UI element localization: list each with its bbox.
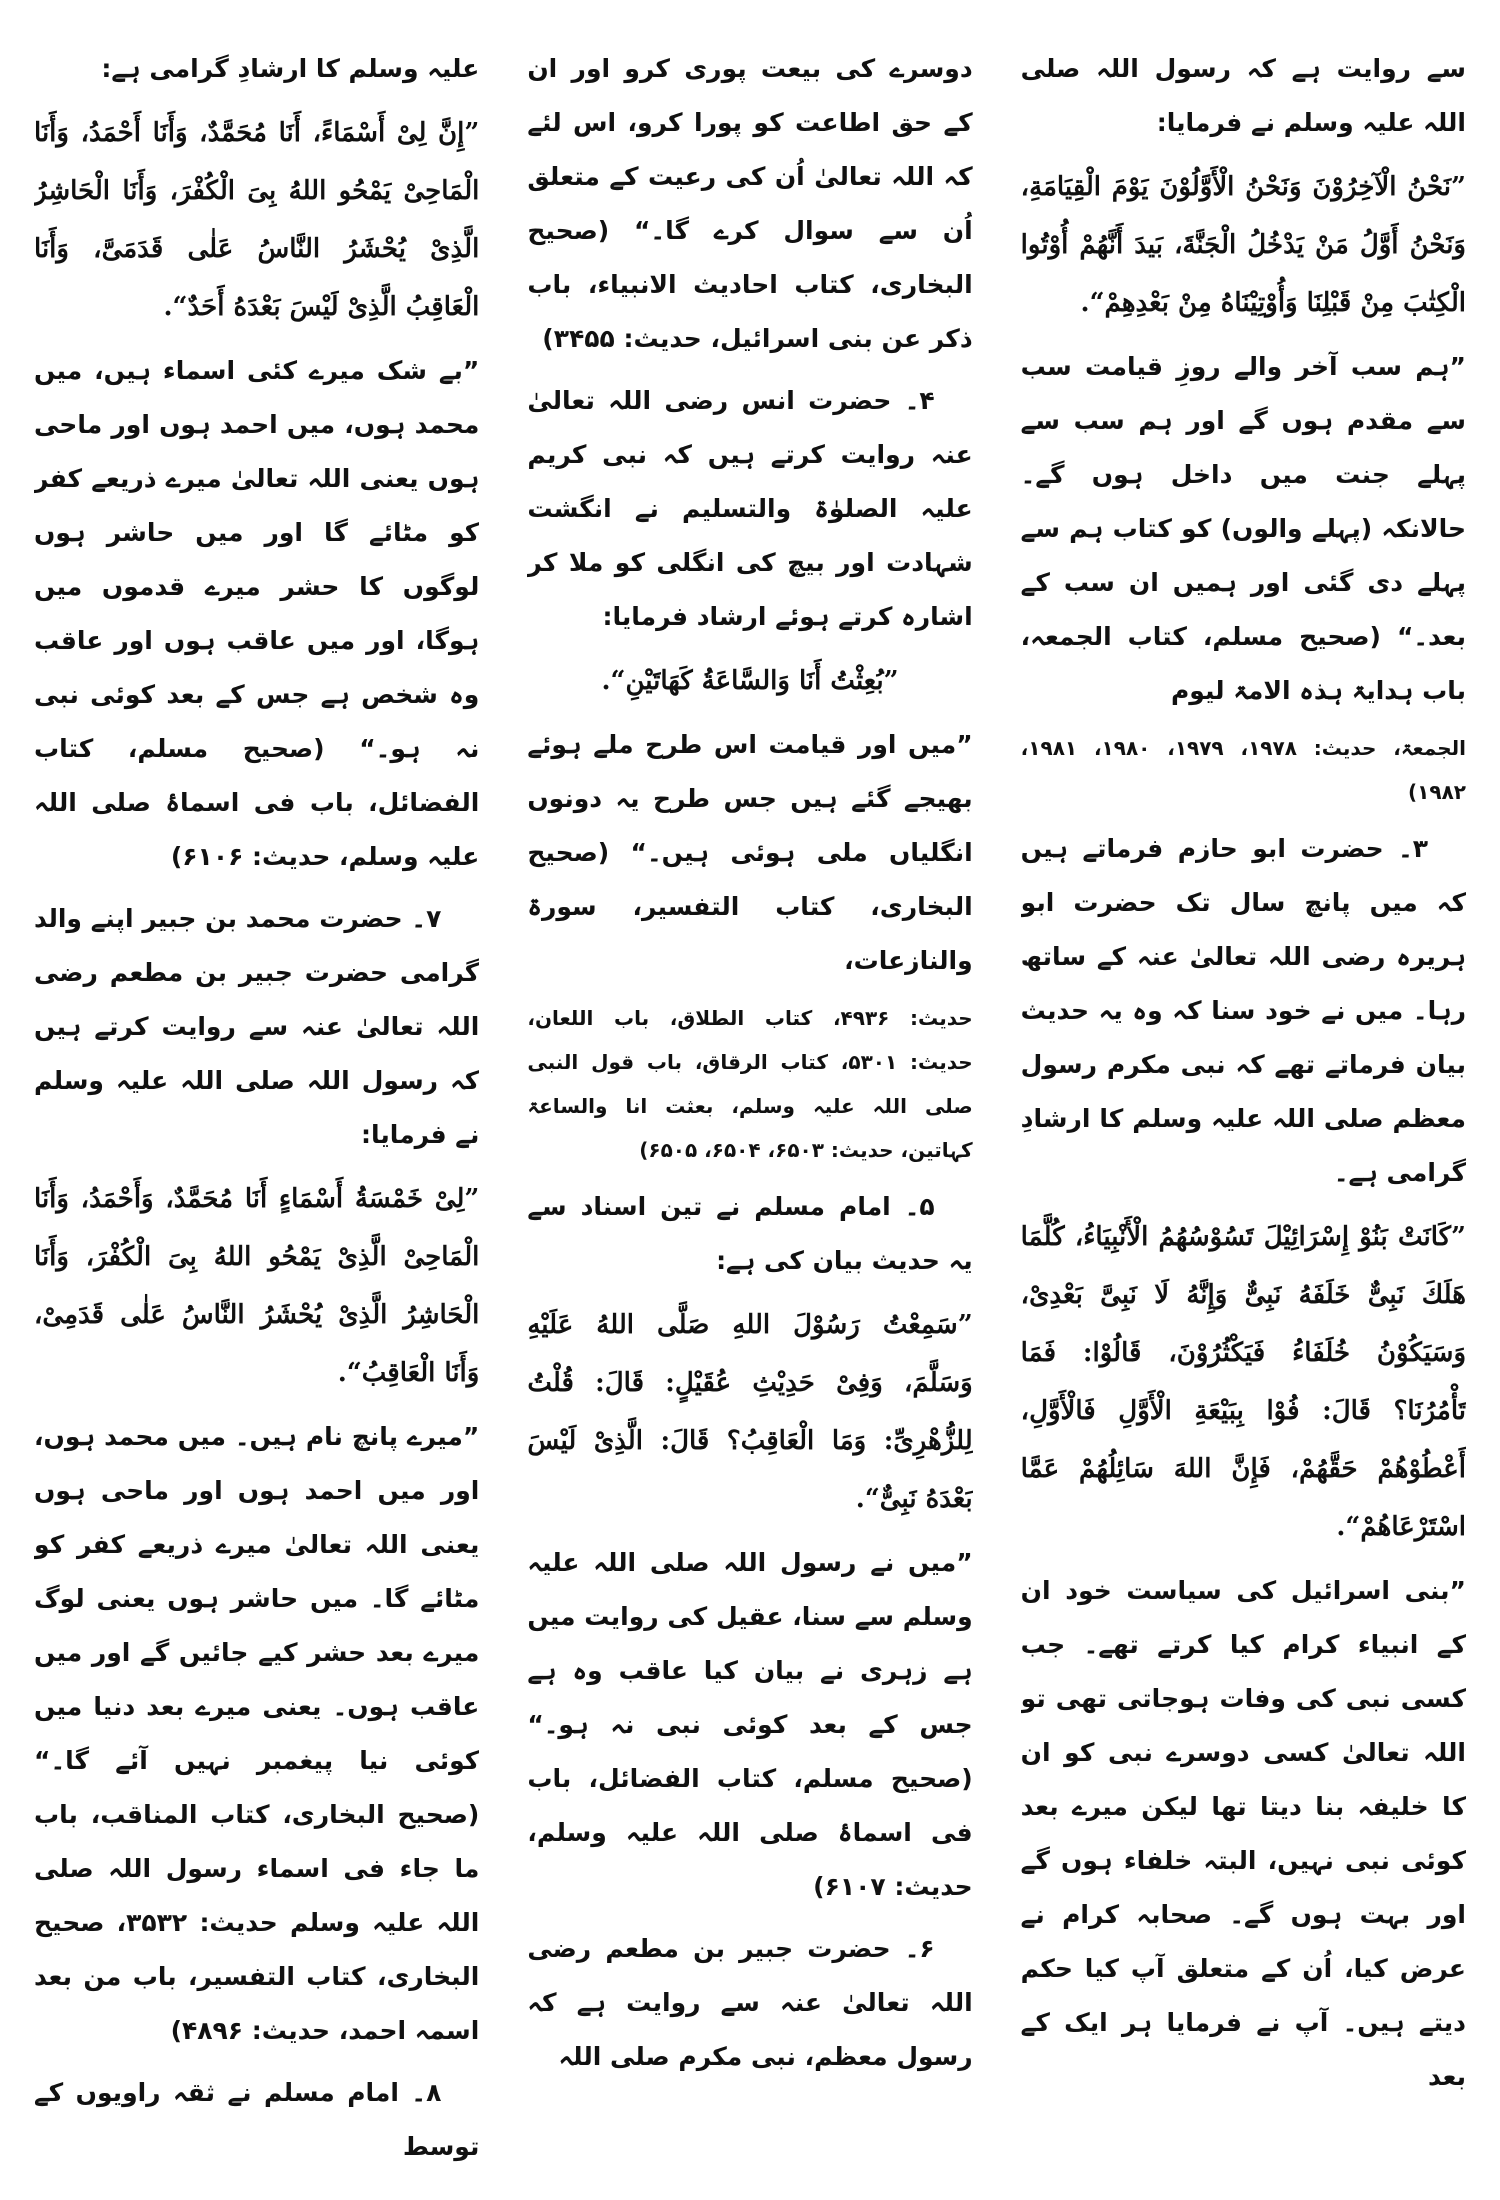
column-right — [1021, 42, 1466, 2170]
urdu-paragraph: ”بنی اسرائیل کی سیاست خود ان کے انبیاء کرام کیا کرتے تھے۔ جب کسی نبی کی وفات ہوجاتی تھی تو اللہ تعالیٰ کسی دوسرے نبی کو ان کا خلیفہ بنا دیتا تھا لیکن میرے بعد کوئی نبی نہیں، البتہ خلفاء ہوں گے اور بہت ہوں گے۔ صحابہ کرام نے عرض کیا، اُن کے متعلق آپ کیا حکم دیتے ہیں۔ آپ نے فرمایا ہر ایک کے بعد — [1020, 1576, 1466, 2091]
column-left — [34, 42, 479, 2170]
arabic-quote: ”لِیْ خَمْسَةُ أَسْمَاءٍ أَنَا مُحَمَّدٌ، وَأَحْمَدُ، وَأَنَا الْمَاحِیْ الَّذِیْ یَمْحُو اللهُ بِیَ الْكُفْرَ، وَأَنَا الْحَاشِرُ الَّذِیْ یُحْشَرُ النَّاسُ عَلٰى قَدَمِیْ، وَأَنَا الْعَاقِبُ“. — [34, 1184, 480, 1388]
urdu-paragraph: ”میرے پانچ نام ہیں۔ میں محمد ہوں، اور میں احمد ہوں اور ماحی ہوں یعنی اللہ تعالیٰ میرے ذریعے کفر کو مٹائے گا۔ میں حاشر ہوں یعنی لوگ میرے بعد حشر کیے جائیں گے اور میں عاقب ہوں۔ یعنی میرے بعد دنیا میں کوئی نیا پیغمبر نہیں آئے گا۔“ (صحیح البخاری، کتاب المناقب، باب ما جاء فی اسماء رسول اللہ صلی اللہ علیہ وسلم حدیث: ۳۵۳۲، صحیح البخاری، کتاب التفسیر، باب من بعد اسمہ احمد، حدیث: ۴۸۹۶) — [34, 1422, 480, 2045]
urdu-paragraph: ”میں اور قیامت اس طرح ملے ہوئے بھیجے گئے ہیں جس طرح یہ دونوں انگلیاں ملی ہوئی ہیں۔“ (صحیح البخاری، کتاب التفسیر، سورۃ والنازعات، — [527, 730, 973, 975]
urdu-paragraph: ۳۔ حضرت ابو حازم فرماتے ہیں کہ میں پانچ سال تک حضرت ابو ہریرہ رضی اللہ تعالیٰ عنہ کے ساتھ رہا۔ میں نے خود سنا کہ وہ یہ حدیث بیان فرماتے تھے کہ نبی مکرم رسول معظم صلی اللہ علیہ وسلم کا ارشادِ گرامی ہے۔ — [1020, 834, 1466, 1187]
arabic-quote: ”بُعِثْتُ أَنَا وَالسَّاعَةُ كَهَاتَیْنِ“. — [601, 666, 899, 696]
urdu-paragraph: ”ہم سب آخر والے روزِ قیامت سب سے مقدم ہوں گے اور ہم سب سے پہلے جنت میں داخل ہوں گے۔ حالانکہ (پہلے والوں) کو کتاب ہم سے پہلے دی گئی اور ہمیں ان سب کے بعد۔“ (صحیح مسلم، کتاب الجمعہ، باب ہدایۃ ہذہ الامۃ لیوم — [1020, 352, 1466, 705]
urdu-paragraph: سے روایت ہے کہ رسول اللہ صلی اللہ علیہ وسلم نے فرمایا: — [1020, 54, 1466, 137]
urdu-paragraph: ۸۔ امام مسلم نے ثقہ راویوں کے توسط — [34, 2078, 480, 2161]
urdu-paragraph: ۵۔ امام مسلم نے تین اسناد سے یہ حدیث بیان کی ہے: — [527, 1192, 973, 1275]
urdu-paragraph: ۶۔ حضرت جبیر بن مطعم رضی اللہ تعالیٰ عنہ سے روایت ہے کہ رسول معظم، نبی مکرم صلی اللہ — [527, 1934, 973, 2071]
arabic-quote: ”نَحْنُ الْآخِرُوْنَ وَنَحْنُ الْأَوَّلُوْنَ یَوْمَ الْقِیَامَةِ، وَنَحْنُ أَوَّلُ مَنْ یَدْخُلُ الْجَنَّةَ، بَیدَ أَنَّهُمْ أُوْتُوا الْكِتٰبَ مِنْ قَبْلِنَا وَأُوْتِیْنَاهُ مِنْ بَعْدِهِمْ“. — [1020, 172, 1466, 318]
arabic-quote: ”سَمِعْتُ رَسُوْلَ اللهِ صَلَّى اللهُ عَلَیْهِ وَسَلَّمَ، وَفِیْ حَدِیْثِ عُقَیْلٍ: قَالَ: قُلْتُ لِلزُّهْرِیِّ: وَمَا الْعَاقِبُ؟ قَالَ: الَّذِیْ لَیْسَ بَعْدَهُ نَبِیٌّ“. — [527, 1310, 973, 1514]
urdu-paragraph: ۴۔ حضرت انس رضی اللہ تعالیٰ عنہ روایت کرتے ہیں کہ نبی کریم علیہ الصلوٰۃ والتسلیم نے انگشت شہادت اور بیچ کی انگلی کو ملا کر اشارہ کرتے ہوئے ارشاد فرمایا: — [527, 386, 973, 631]
arabic-quote: ”إِنَّ لِیْ أَسْمَاءً، أَنَا مُحَمَّدٌ، وَأَنَا أَحْمَدُ، وَأَنَا الْمَاحِیْ یَمْحُو اللهُ بِیَ الْكُفْرَ، وَأَنَا الْحَاشِرُ الَّذِیْ یُحْشَرُ النَّاسُ عَلٰى قَدَمَیَّ، وَأَنَا الْعَاقِبُ الَّذِیْ لَیْسَ بَعْدَهُ أَحَدٌ“. — [34, 118, 480, 322]
urdu-paragraph: ”میں نے رسول اللہ صلی اللہ علیہ وسلم سے سنا، عقیل کی روایت میں ہے زہری نے بیان کیا عاقب وہ ہے جس کے بعد کوئی نبی نہ ہو۔“ (صحیح مسلم، کتاب الفضائل، باب فی اسماۂ صلی اللہ علیہ وسلم، حدیث: ۶۱۰۷) — [527, 1548, 973, 1901]
arabic-quote: ”كَانَتْ بَنُوْ إِسْرَائِیْلَ تَسُوْسُهُمُ الْأَنْبِیَاءُ، كُلَّمَا هَلَكَ نَبِیٌّ خَلَفَهُ نَبِیٌّ وَإِنَّهُ لَا نَبِیَّ بَعْدِیْ، وَسَیَكُوْنُ خُلَفَاءُ فَیَكْثُرُوْنَ، قَالُوْا: فَمَا تَأْمُرُنَا؟ قَالَ: فُوْا بِبَیْعَةِ الْأَوَّلِ فَالْأَوَّلِ، أَعْطُوْهُمْ حَقَّهُمْ، فَإِنَّ اللهَ سَائِلُهُمْ عَمَّا اسْتَرْعَاهُمْ“. — [1020, 1222, 1466, 1542]
urdu-paragraph: ۷۔ حضرت محمد بن جبیر اپنے والد گرامی حضرت جبیر بن مطعم رضی اللہ تعالیٰ عنہ سے روایت کرتے ہیں کہ رسول اللہ صلی اللہ علیہ وسلم نے فرمایا: — [34, 904, 480, 1149]
citation-text: حدیث: ۴۹۳۶، کتاب الطلاق، باب اللعان، حدیث: ۵۳۰۱، کتاب الرقاق، باب قول النبی صلی اللہ علیہ وسلم، بعثت انا والساعۃ کہاتین، حدیث: ۶۵۰۳، ۶۵۰۴، ۶۵۰۵) — [527, 1006, 973, 1162]
urdu-paragraph: علیہ وسلم کا ارشادِ گرامی ہے: — [101, 54, 480, 83]
urdu-paragraph: ”بے شک میرے کئی اسماء ہیں، میں محمد ہوں، میں احمد ہوں اور ماحی ہوں یعنی اللہ تعالیٰ میرے ذریعے کفر کو مٹائے گا اور میں حاشر ہوں لوگوں کا حشر میرے قدموں میں ہوگا، اور میں عاقب ہوں اور عاقب وہ شخص ہے جس کے بعد کوئی نبی نہ ہو۔“ (صحیح مسلم، کتاب الفضائل، باب فی اسماۂ صلی اللہ علیہ وسلم، حدیث: ۶۱۰۶) — [34, 356, 480, 871]
citation-text: الجمعۃ، حدیث: ۱۹۷۸، ۱۹۷۹، ۱۹۸۰، ۱۹۸۱، ۱۹۸۲) — [1020, 736, 1466, 804]
urdu-paragraph: دوسرے کی بیعت پوری کرو اور ان کے حق اطاعت کو پورا کرو، اس لئے کہ اللہ تعالیٰ اُن کی رعیت کے متعلق اُن سے سوال کرے گا۔“ (صحیح البخاری، کتاب احادیث الانبیاء، باب ذکر عن بنی اسرائیل، حدیث: ۳۴۵۵) — [527, 54, 973, 353]
column-middle — [527, 42, 972, 2170]
